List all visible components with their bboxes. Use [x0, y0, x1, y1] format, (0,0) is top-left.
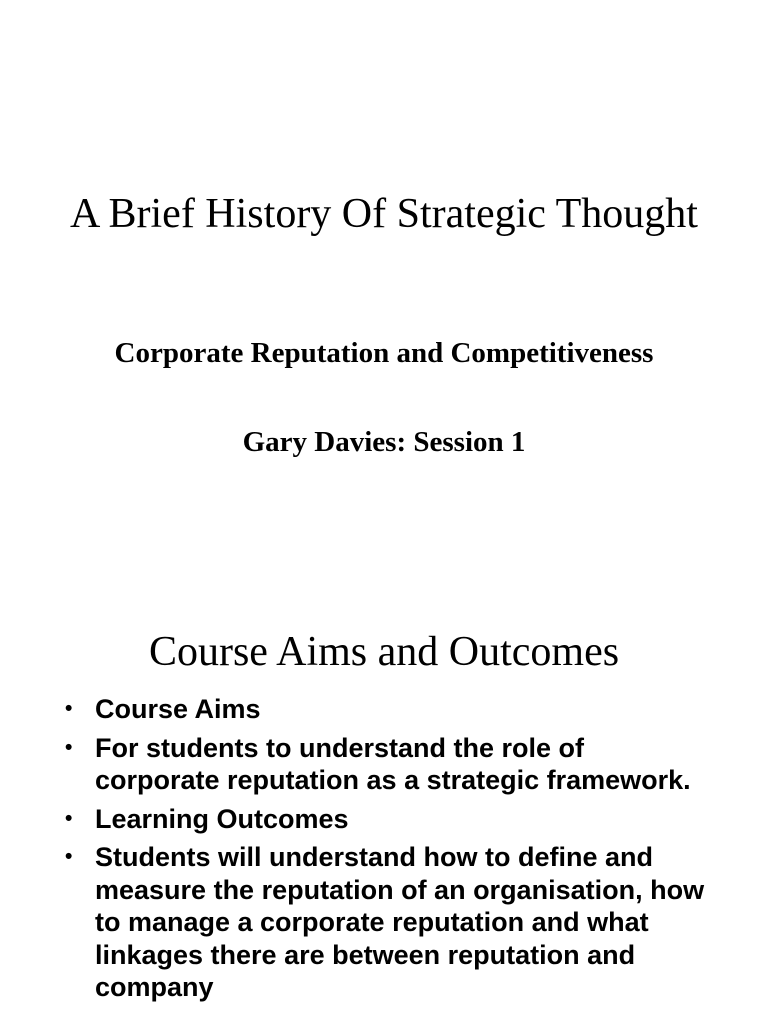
- slide-subtitle: Corporate Reputation and Competitiveness: [114, 337, 654, 369]
- bullet-icon: •: [65, 697, 73, 720]
- bullet-item: [62, 693, 712, 726]
- bullet-text: Course Aims: [95, 694, 261, 724]
- bullet-text: Learning Outcomes: [95, 803, 349, 834]
- presenter-line: Gary Davies: Session 1: [242, 426, 526, 458]
- bullet-icon: •: [65, 845, 73, 868]
- bullet-item: [62, 732, 712, 797]
- bullet-text: Students will understand how to define and measure the reputation of an organisation, how to manage a corporate reputation and what linkages there are between reputation and company: [95, 842, 705, 1002]
- bullet-item: [62, 841, 712, 1004]
- course-aims-slide: [0, 560, 768, 1024]
- bullet-icon: •: [65, 735, 73, 759]
- section-title: Course Aims and Outcomes: [148, 629, 620, 675]
- slide-title: A Brief History Of Strategic Thought: [70, 191, 698, 237]
- bullet-text: For students to understand the role of corporate reputation as a strategic framework.: [95, 732, 691, 795]
- bullet-item: [62, 803, 712, 836]
- bullet-icon: •: [65, 806, 73, 830]
- bullet-list: [62, 693, 712, 1010]
